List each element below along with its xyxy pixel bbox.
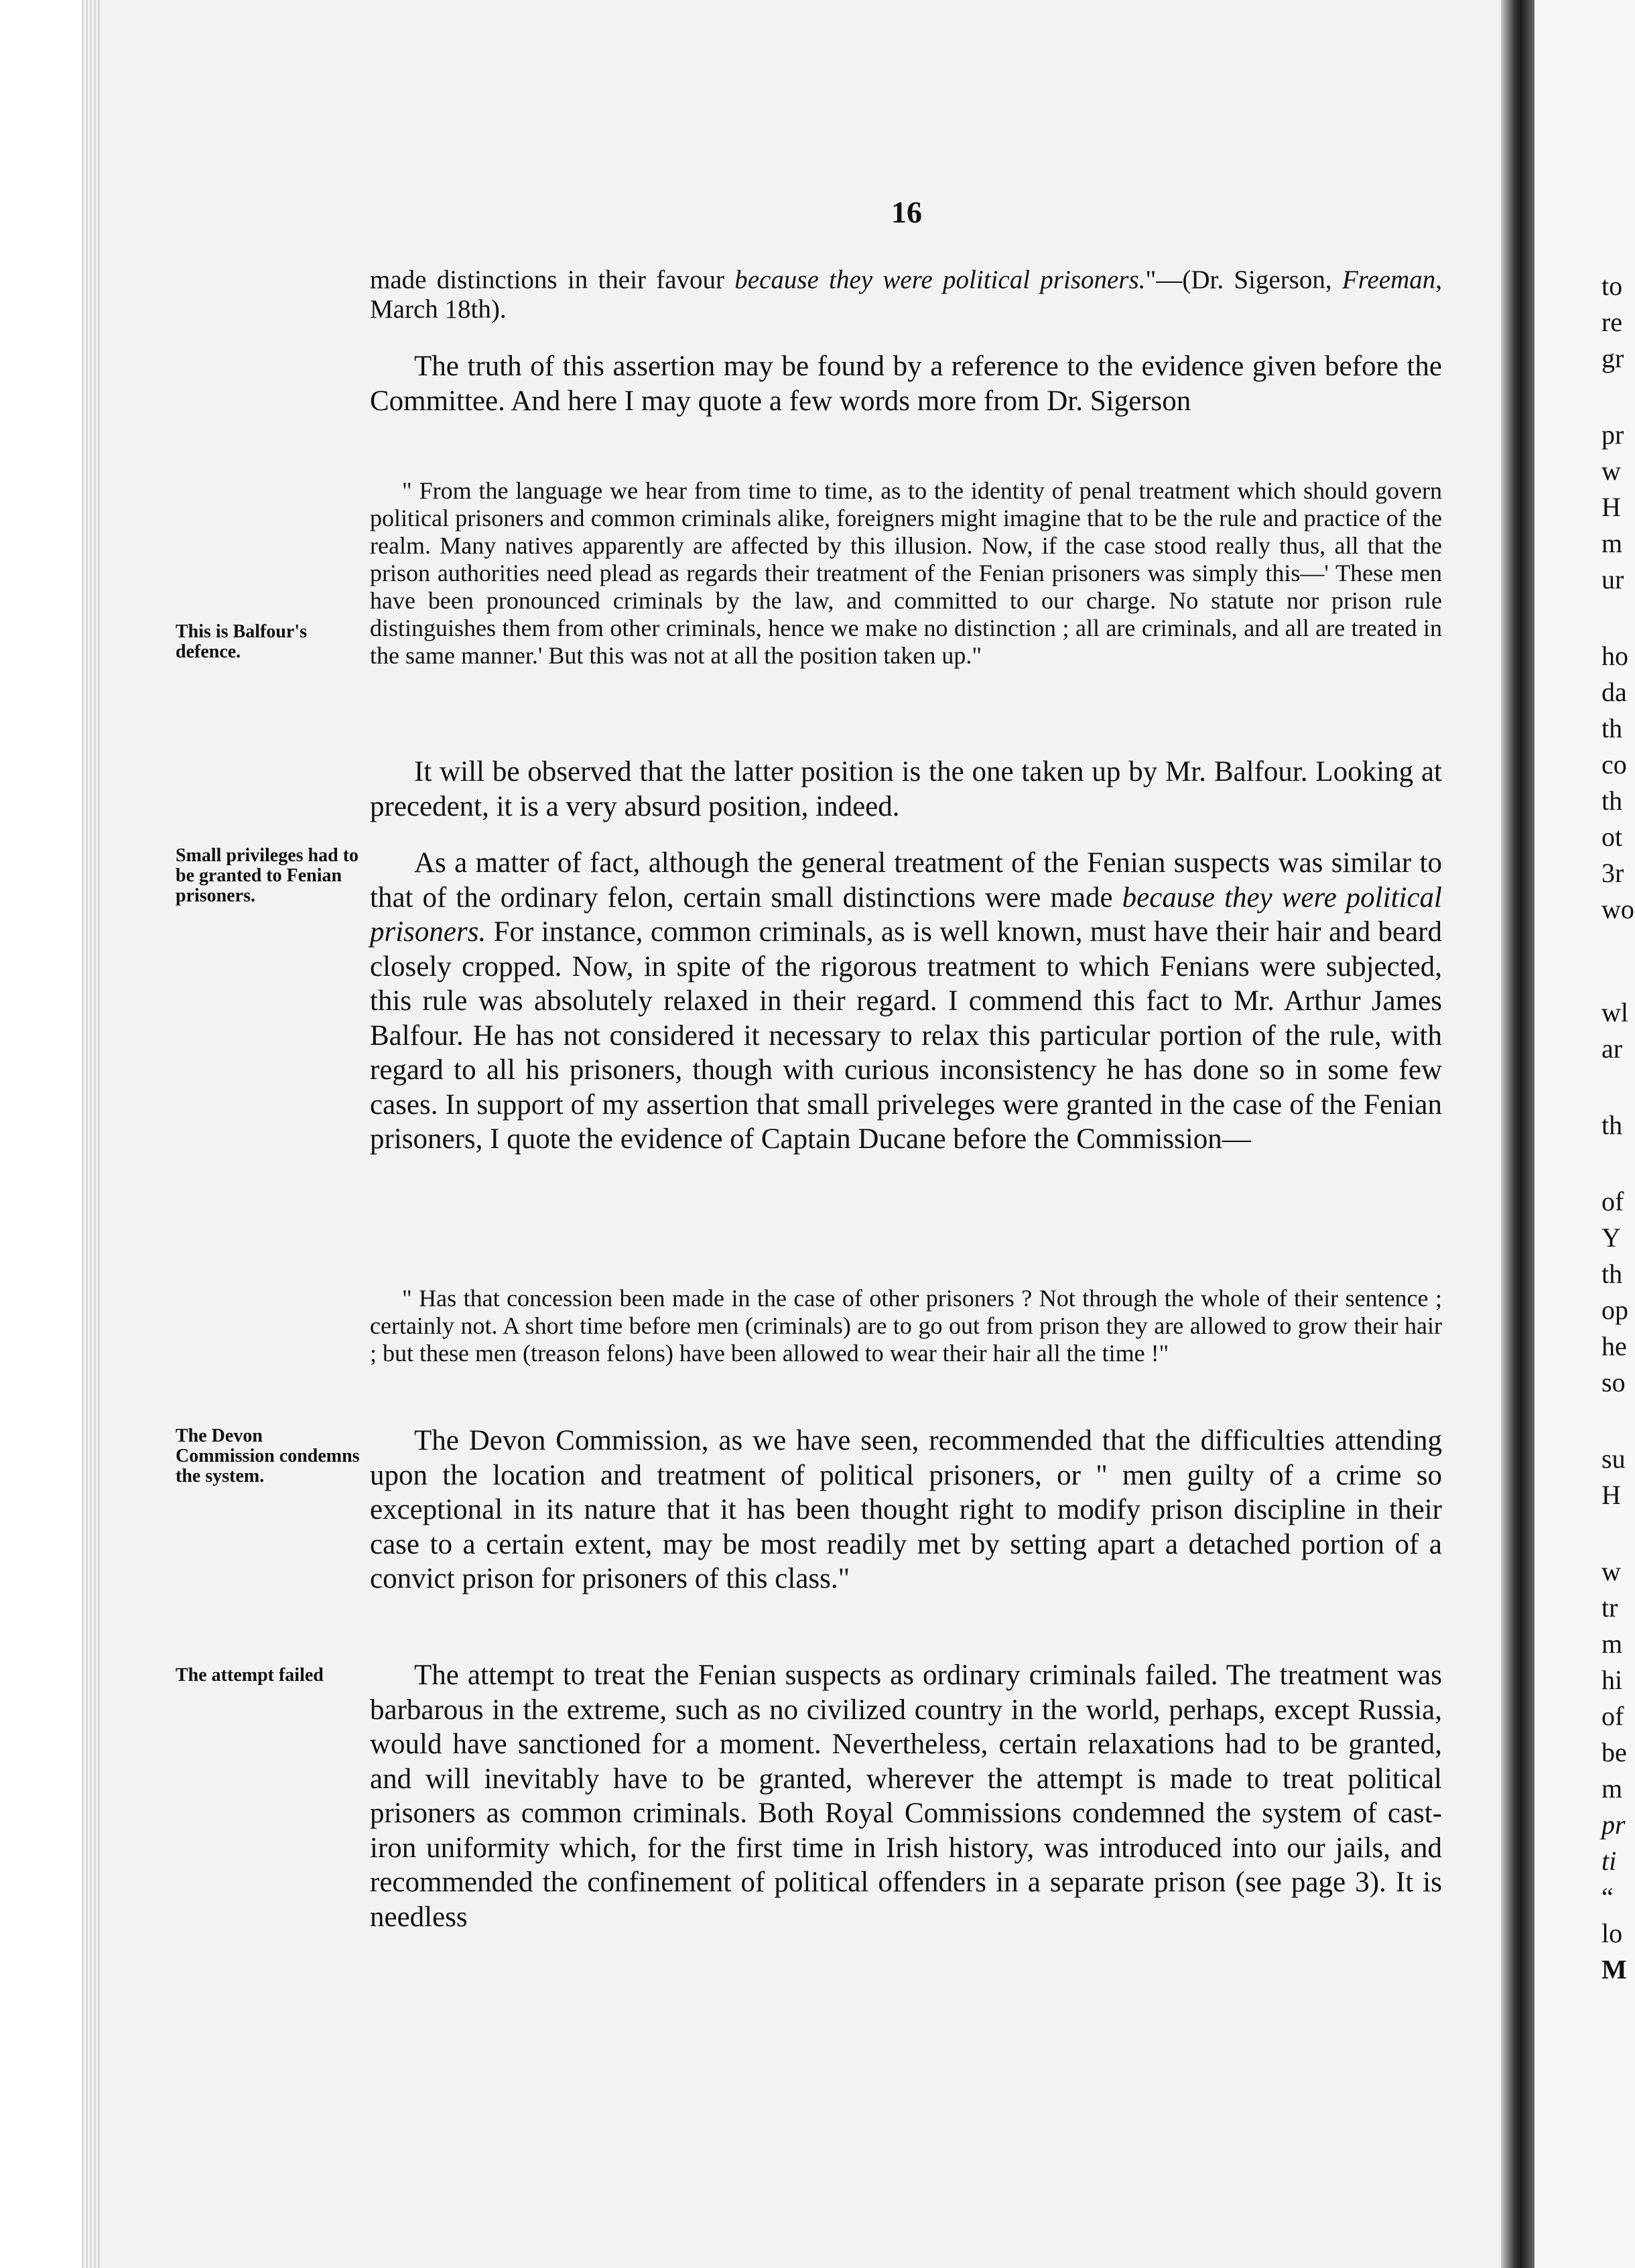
facing-line: to <box>1601 271 1623 301</box>
paragraph-text: The Devon Commission, as we have seen, recommended that the difficulties attending upon the location and treatment of political prisoners, or " men guilty of a crime so exceptional in its nature that it has been thought right to modify prison discipline in their case to a certain extent, may be most readily met by setting apart a detached portion of a convict prison for prisoners of this class." <box>370 1425 1442 1594</box>
margin-note-attempt-failed: The attempt failed <box>176 1665 324 1686</box>
paragraph-text: The truth of this assertion may be found by a reference to the evidence given before the Committee. And here I may quote a few words more from Dr. Sigerson <box>370 351 1442 417</box>
page-stack-edges <box>82 0 102 2268</box>
facing-line: w <box>1601 456 1621 486</box>
facing-line: he <box>1601 1331 1627 1361</box>
facing-line: ar <box>1601 1033 1623 1064</box>
paragraph-5 <box>370 1658 1442 1934</box>
margin-note-balfour-defence: This is Balfour's defence. <box>176 621 308 662</box>
quotation-sigerson <box>370 477 1442 670</box>
facing-line: m <box>1601 1773 1623 1804</box>
facing-line: m <box>1601 1629 1623 1659</box>
facing-line: so <box>1601 1367 1626 1397</box>
facing-line: th <box>1601 713 1623 743</box>
facing-line: H <box>1601 1480 1621 1510</box>
facing-line: ti <box>1601 1846 1617 1876</box>
quotation-ducane <box>370 1285 1442 1367</box>
facing-line: th <box>1601 1110 1623 1140</box>
book-gutter <box>1501 0 1534 2268</box>
facing-line: co <box>1601 749 1627 779</box>
facing-line: m <box>1601 528 1623 558</box>
facing-line: M <box>1601 1954 1627 1984</box>
margin-note-small-privileges: Small privileges had to be granted to Fenian prisoners. <box>176 845 359 906</box>
facing-line: wo <box>1601 894 1634 924</box>
facing-line: hi <box>1601 1665 1623 1695</box>
facing-line: lo <box>1601 1918 1623 1948</box>
paragraph-2 <box>370 755 1442 824</box>
facing-line: ur <box>1601 564 1624 594</box>
facing-line: ho <box>1601 641 1628 671</box>
facing-line: th <box>1601 785 1623 816</box>
facing-line: gr <box>1601 343 1624 373</box>
margin-note-devon-commission: The Devon Commission condemns the system. <box>176 1426 360 1487</box>
facing-line: of <box>1601 1701 1624 1731</box>
paragraph-text: It will be observed that the latter position is the one taken up by Mr. Balfour. Looking at precedent, it is a very absurd position, indeed. <box>370 756 1442 822</box>
facing-page <box>1534 0 1635 2268</box>
paragraph-3: As a matter of fact, although the general treatment of the Fenian suspects was similar to that of the ordinary felon, certain small distinctions were made because they were political prisoners. For instance, common criminals, as is well known, must have their hair and beard closely cropped. Now, in spite of the rigorous treatment to which Fenians were subjected, this rule was absolutely relaxed in their regard. I commend this fact to Mr. Arthur James Balfour. He has not considered it necessary to relax this particular portion of the rule, with regard to all his prisoners, though with curious inconsistency he has done so in some few cases. In support of my assertion that small priveleges were granted in the case of the Fenian prisoners, I quote the evidence of Captain Ducane before the Commission— <box>370 847 1443 1155</box>
facing-line: wl <box>1601 997 1628 1027</box>
quotation-text: " From the language we hear from time to time, as to the identity of penal treatment which should govern political prisoners and common criminals alike, foreigners might imagine that to be the rule and practice of the realm. Many natives apparently are affected by this illusion. Now, if the case stood really thus, all that the prison authorities need plead as regards their treatment of the Fenian prisoners was simply this—' These men have been pronounced criminals by the law, and committed to our charge. No statute nor prison rule distinguishes them from other criminals, hence we make no distinction ; all are criminals, and all are treated in the same manner.' But this was not at all the position taken up." <box>370 477 1442 669</box>
facing-line: tr <box>1601 1592 1618 1623</box>
facing-line: op <box>1601 1295 1628 1325</box>
facing-line: 3r <box>1601 858 1624 888</box>
facing-line: Y <box>1601 1222 1621 1253</box>
quotation-text: " Has that concession been made in the case of other prisoners ? Not through the whole of their sentence ; certainly not. A short time before men (criminals) are to go out from prison they are allowed to grow their hair ; but these men (treason felons) have been allowed to wear their hair all the time !" <box>370 1285 1442 1367</box>
facing-line: w <box>1601 1556 1621 1586</box>
facing-line: ot <box>1601 822 1623 852</box>
paragraph-1 <box>370 349 1442 418</box>
facing-line: pr <box>1601 1810 1626 1840</box>
facing-line: H <box>1601 492 1621 522</box>
opening-paragraph: made distinctions in their favour because they were political prisoners."—(Dr. Sigerson, Freeman, March 18th). <box>370 265 1442 324</box>
facing-line: da <box>1601 677 1627 707</box>
facing-line: su <box>1601 1444 1626 1474</box>
facing-line: be <box>1601 1737 1627 1767</box>
facing-line: re <box>1601 307 1623 337</box>
facing-line: th <box>1601 1259 1623 1289</box>
facing-line: “ <box>1601 1882 1614 1912</box>
opening-lines <box>370 265 1442 324</box>
paragraph-4 <box>370 1424 1442 1596</box>
page-number: 16 <box>891 195 922 229</box>
paragraph-text: The attempt to treat the Fenian suspects as ordinary criminals failed. The treatment was barbarous in the extreme, such as no civilized country in the world, perhaps, except Russia, would have sanctioned for a moment. Nevertheless, certain relaxations had to be granted, and will inevitably have to be granted, wherever the attempt is made to treat political prisoners as common criminals. Both Royal Commissions condemned the system of cast-iron uniformity which, for the first time in Irish history, was introduced into our jails, and recommended the confinement of political offenders in a separate prison (see page 3). It is needless <box>370 1659 1442 1933</box>
facing-line: pr <box>1601 420 1624 450</box>
facing-line: of <box>1601 1186 1624 1216</box>
